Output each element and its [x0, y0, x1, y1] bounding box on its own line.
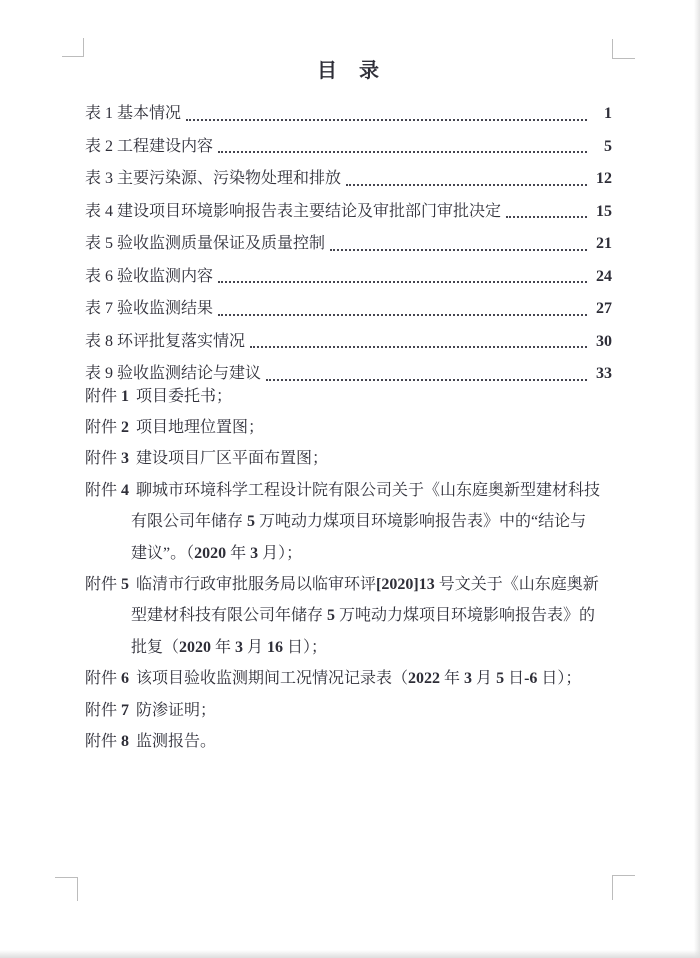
- toc-leader-dots: [506, 216, 587, 218]
- attachment-text: 建议”。（2020 年 3 月）；: [131, 544, 303, 562]
- attachment-text: 该项目验收监测期间工况情况记录表（2022 年 3 月 5 日-6 日）；: [136, 670, 582, 688]
- toc-entry: [85, 163, 612, 196]
- toc-page-number: 27: [596, 300, 612, 317]
- attachment-text: 型建材科技有限公司年储存 5 万吨动力煤项目环境影响报告表》的: [131, 607, 596, 625]
- attachment-label: 附件 8: [85, 732, 130, 750]
- toc-entry: [85, 228, 612, 261]
- toc-page-number: 30: [596, 332, 612, 350]
- attachment-item: [85, 569, 612, 663]
- toc-page-number: 5: [604, 137, 612, 155]
- scan-edge-right: [694, 0, 700, 958]
- toc-page-number: 1: [604, 105, 612, 122]
- scan-edge-bottom: [0, 950, 700, 958]
- attachment-text: 批复（2020 年 3 月 16 日）；: [131, 638, 328, 656]
- attachment-text: 有限公司年储存 5 万吨动力煤项目环境影响报告表》中的“结论与: [131, 513, 587, 531]
- attachment-item: [85, 726, 612, 757]
- toc-leader-dots: [330, 249, 587, 251]
- toc-page-number: 33: [596, 365, 612, 382]
- crop-mark-bottom-left: [55, 877, 78, 901]
- toc-leader-dots: [186, 119, 587, 121]
- toc-page-number: 12: [596, 170, 612, 187]
- toc-entry: [85, 293, 612, 326]
- crop-mark-bottom-right: [612, 875, 635, 900]
- attachment-text: 建设项目厂区平面布置图；: [136, 450, 329, 468]
- toc-entry-label: 表 1 基本情况: [85, 105, 182, 122]
- attachment-text: 监测报告。: [136, 732, 217, 750]
- toc-entry: [85, 196, 612, 229]
- attachment-label: 附件 1: [85, 387, 130, 405]
- attachment-label: 附件 4: [85, 481, 130, 499]
- toc-entry-label: 表 9 验收监测结论与建议: [85, 365, 262, 382]
- toc-page-number: 15: [596, 202, 612, 220]
- attachment-item: [85, 381, 612, 412]
- attachments-list: [85, 381, 612, 758]
- toc-entry-label: 表 4 建设项目环境影响报告表主要结论及审批部门审批决定: [85, 202, 502, 220]
- toc-page-number: 21: [596, 235, 612, 252]
- toc-leader-dots: [250, 346, 587, 348]
- attachment-label: 附件 5: [85, 575, 130, 593]
- toc-entry-label: 表 3 主要污染源、污染物处理和排放: [85, 170, 342, 187]
- attachment-text: 聊城市环境科学工程设计院有限公司关于《山东庭奥新型建材科技: [136, 481, 601, 499]
- attachment-text: 项目委托书；: [136, 387, 233, 405]
- toc-entry-label: 表 7 验收监测结果: [85, 300, 214, 317]
- page-title: 目 录: [317, 60, 380, 82]
- attachment-text: 项目地理位置图；: [136, 418, 265, 436]
- toc-leader-dots: [218, 281, 587, 283]
- attachment-item: [85, 695, 612, 726]
- crop-mark-top-left: [62, 38, 84, 57]
- toc-leader-dots: [218, 314, 587, 316]
- toc-entry-label: 表 8 环评批复落实情况: [85, 332, 246, 350]
- attachment-label: 附件 7: [85, 701, 130, 719]
- toc-entry: [85, 261, 612, 294]
- table-of-contents: [85, 98, 612, 391]
- toc-entry: [85, 326, 612, 359]
- attachment-item: [85, 412, 612, 443]
- crop-mark-top-right: [612, 39, 635, 59]
- toc-entry: [85, 98, 612, 131]
- toc-page-number: 24: [596, 267, 612, 285]
- toc-entry-label: 表 6 验收监测内容: [85, 267, 214, 285]
- toc-entry-label: 表 5 验收监测质量保证及质量控制: [85, 235, 326, 252]
- attachment-label: 附件 3: [85, 450, 130, 468]
- attachment-label: 附件 2: [85, 418, 130, 436]
- attachment-label: 附件 6: [85, 670, 130, 688]
- attachment-text: 防渗证明；: [136, 701, 217, 719]
- attachment-item: [85, 475, 612, 569]
- attachment-text: 临清市行政审批服务局以临审环评[2020]13 号文关于《山东庭奥新: [136, 575, 599, 593]
- toc-leader-dots: [218, 151, 587, 153]
- toc-entry: [85, 131, 612, 164]
- page-content: [85, 58, 612, 757]
- toc-leader-dots: [266, 379, 587, 381]
- toc-leader-dots: [346, 184, 587, 186]
- attachment-item: [85, 443, 612, 474]
- toc-entry-label: 表 2 工程建设内容: [85, 137, 214, 155]
- attachment-item: [85, 663, 612, 694]
